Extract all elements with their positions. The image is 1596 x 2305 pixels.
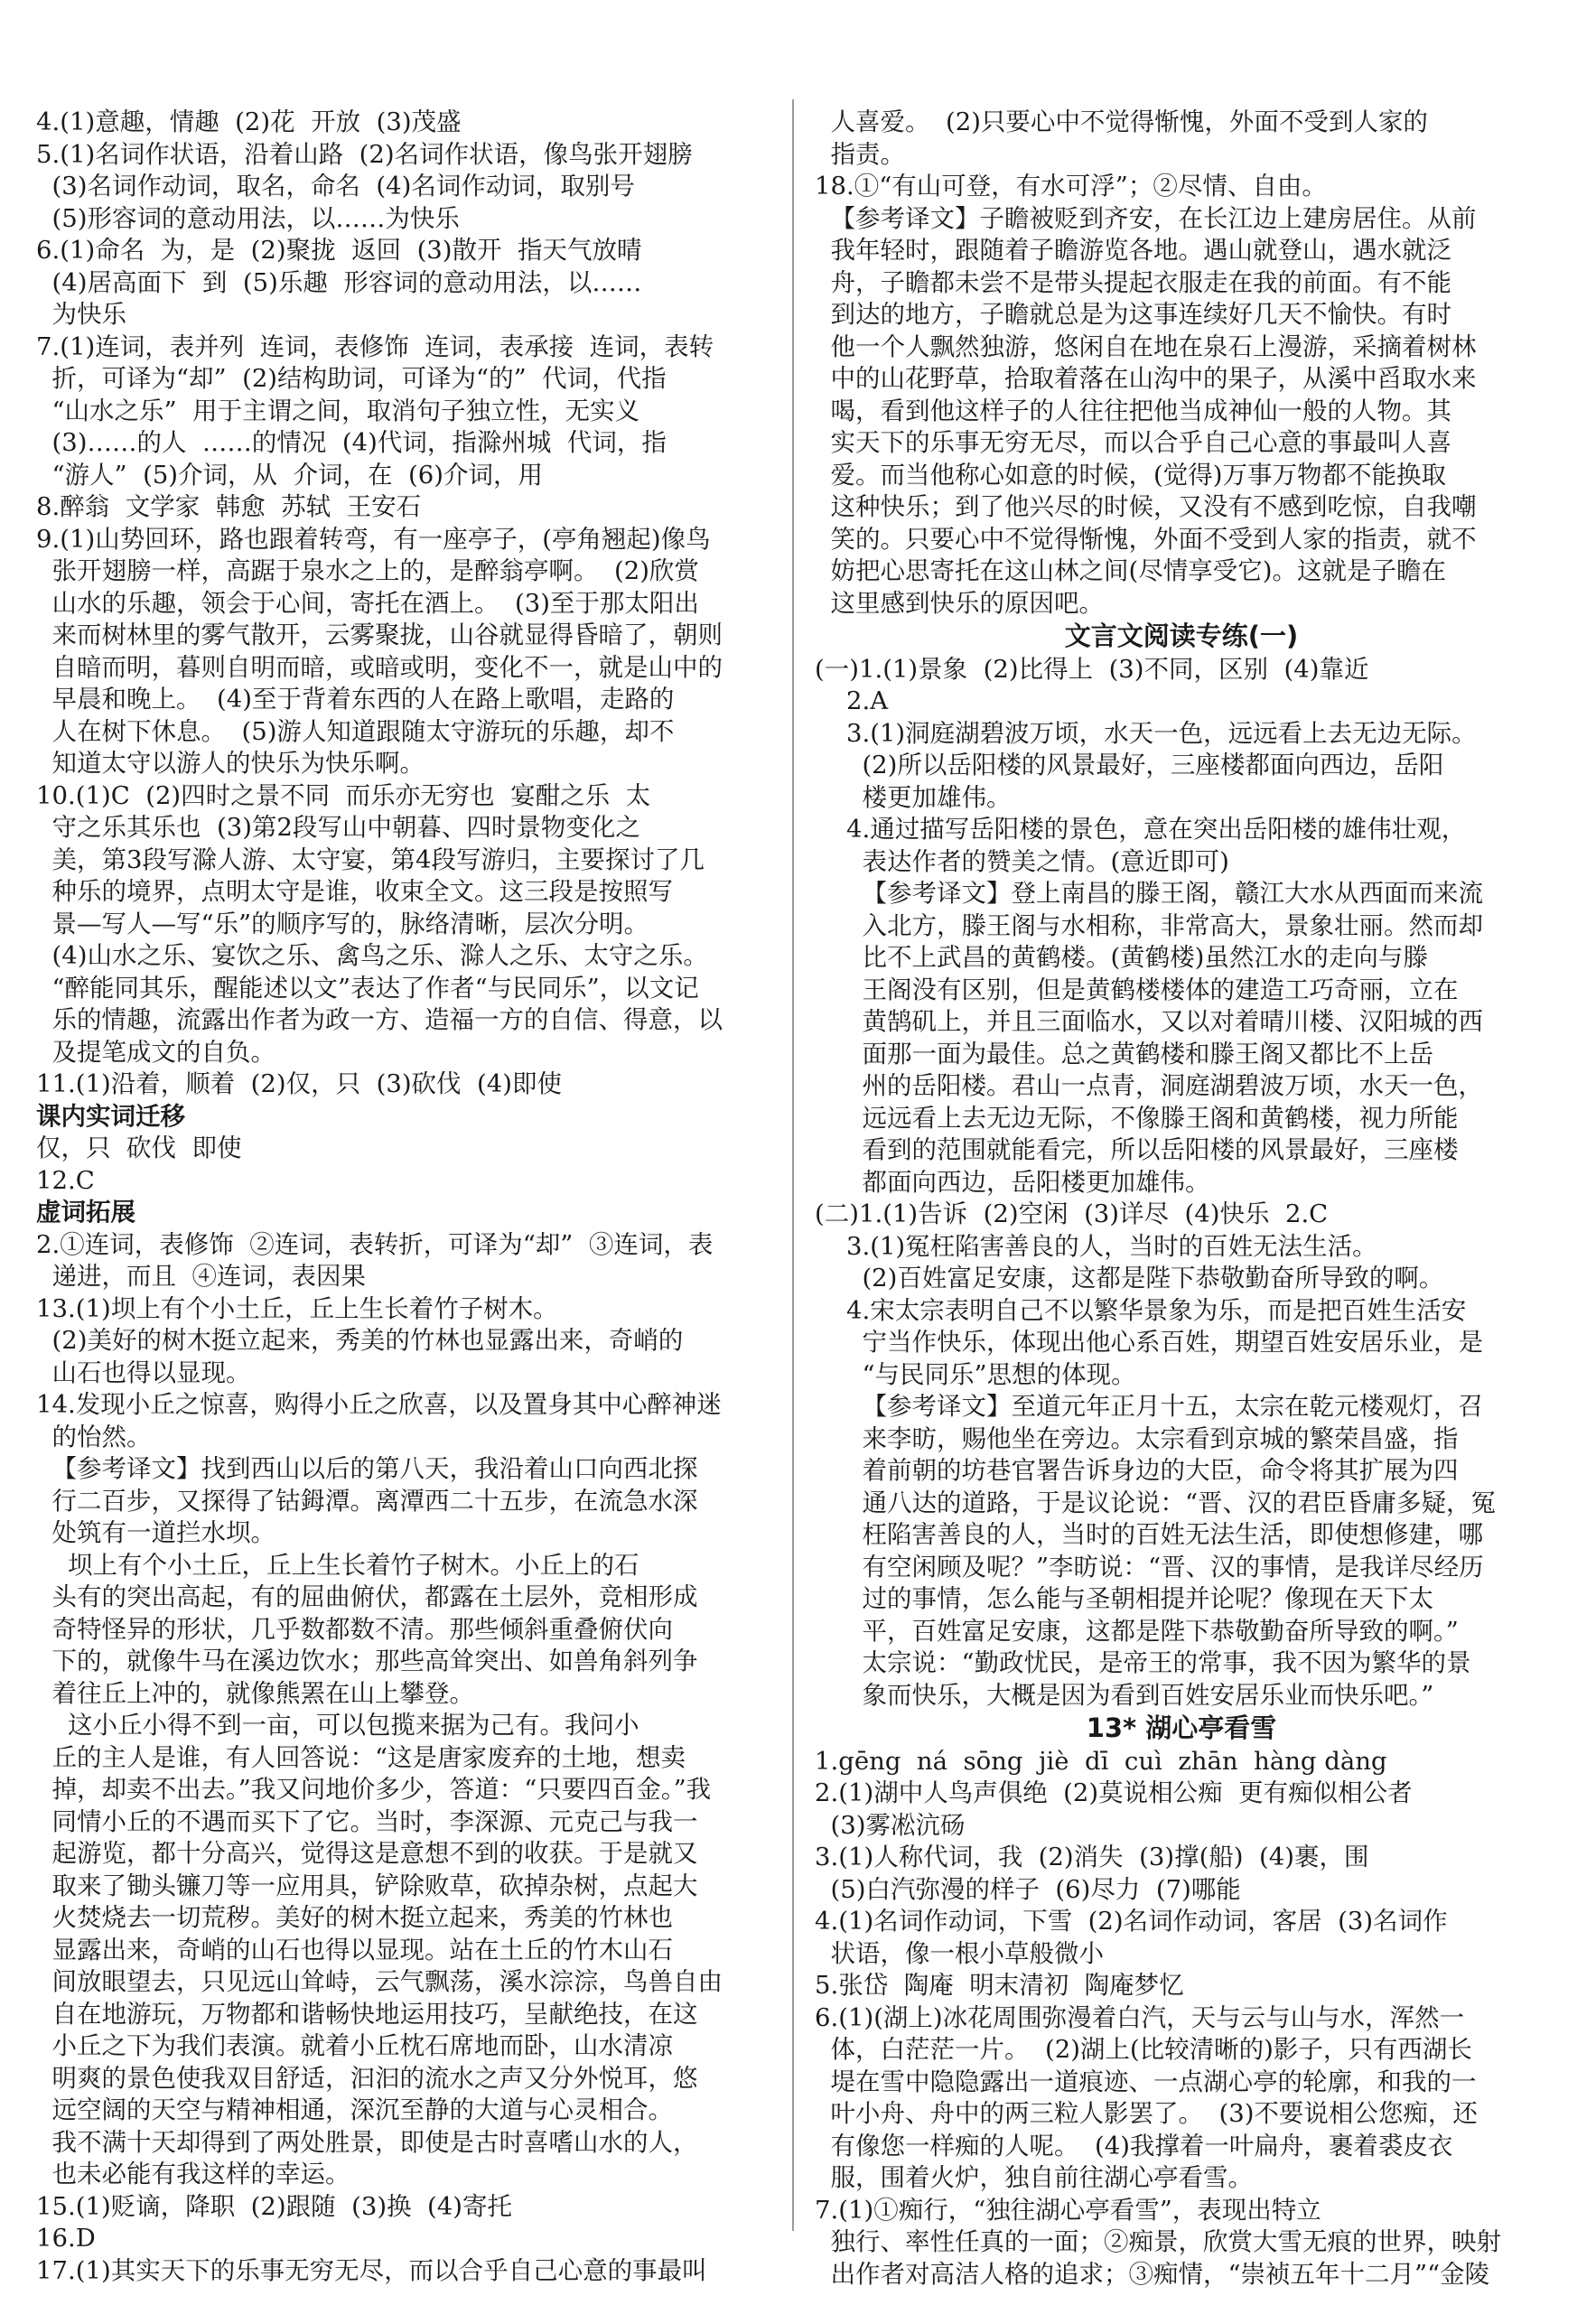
text-line: 仅，只 砍伐 即使 bbox=[36, 1134, 242, 1162]
column-divider bbox=[792, 99, 794, 2231]
text-line: 5.(1)名词作状语，沿着山路 (2)名词作状语，像鸟张开翅膀 bbox=[36, 139, 693, 169]
text-line: 下的，就像牛马在溪边饮水；那些高耸突出、如兽角斜列争 bbox=[36, 1647, 698, 1675]
text-line: 1.gēng ná sōng jiè dī cuì zhān hàng dàng bbox=[815, 1746, 1387, 1776]
text-line: 小丘之下为我们表演。就着小丘枕石席地而卧，山水清凉 bbox=[36, 2031, 673, 2060]
text-line: 这小丘小得不到一亩，可以包揽来据为己有。我问小 bbox=[36, 1711, 639, 1740]
text-line: 【参考译文】找到西山以后的第八天，我沿着山口向西北探 bbox=[36, 1454, 698, 1483]
text-line: 太宗说：“勤政忧民，是帝王的常事，我不因为繁华的景 bbox=[815, 1648, 1471, 1677]
right-column bbox=[815, 107, 1548, 2291]
text-line: “山水之乐” 用于主谓之间，取消句子独立性，无实义 bbox=[36, 396, 640, 425]
text-line: 宁当作快乐，体现出他心系百姓，期望百姓安居乐业，是 bbox=[815, 1328, 1483, 1357]
text-line: 表达作者的赞美之情。(意近即可) bbox=[815, 846, 1229, 876]
text-line: 喝，看到他这样子的人往往把他当成神仙一般的人物。其 bbox=[815, 396, 1451, 425]
right-block-2 bbox=[815, 654, 1548, 1712]
text-line: 种乐的境界，点明太守是谁，收束全文。这三段是按照写 bbox=[36, 877, 673, 906]
section-title-lesson-13: 13* 湖心亭看雪 bbox=[1086, 1712, 1277, 1743]
text-line: 自在地游玩，万物都和谐畅快地运用技巧，呈献绝技，在这 bbox=[36, 1999, 698, 2029]
text-line: 人在树下休息。 (5)游人知道跟随太守游玩的乐趣，却不 bbox=[36, 716, 675, 746]
text-line: (4)居高面下 到 (5)乐趣 形容词的意动用法，以…… bbox=[36, 267, 642, 297]
text-line: 取来了锄头镰刀等一应用具，铲除败草，砍掉杂树，点起大 bbox=[36, 1871, 698, 1900]
text-line: 为快乐 bbox=[36, 300, 126, 329]
text-line: 体，白茫茫一片。 (2)湖上(比较清晰的)影子，只有西湖长 bbox=[815, 2035, 1472, 2064]
text-line: 2.A bbox=[815, 686, 889, 715]
section-title-reading-practice: 文言文阅读专练(一) bbox=[1064, 621, 1299, 651]
text-line: (一)1.(1)景象 (2)比得上 (3)不同，区别 (4)靠近 bbox=[815, 654, 1369, 684]
text-line: 中的山花野草，拾取着落在山沟中的果子，从溪中舀取水来 bbox=[815, 364, 1477, 393]
text-line: 17.(1)其实天下的乐事无穷无尽，而以合乎自己心意的事最叫 bbox=[36, 2255, 707, 2285]
text-line: “游人” (5)介词，从 介词，在 (6)介词，用 bbox=[36, 460, 543, 490]
text-line: 美，第3段写滁人游、太守宴，第4段写游归，主要探讨了几 bbox=[36, 845, 705, 874]
text-line: 远空阔的天空与精神相通，深沉至静的大道与心灵相合。 bbox=[36, 2095, 673, 2124]
right-block-1 bbox=[815, 107, 1548, 620]
text-line: 3.(1)人称代词，我 (2)消失 (3)撑(船) (4)裹，围 bbox=[815, 1843, 1369, 1871]
text-line: 早晨和晚上。 (4)至于背着东西的人在路上歌唱，走路的 bbox=[36, 685, 675, 714]
text-line: 10.(1)C (2)四时之景不同 而乐亦无穷也 宴酣之乐 太 bbox=[36, 780, 651, 810]
text-line: 叶小舟、舟中的两三粒人影罢了。 (3)不要说相公您痴，还 bbox=[815, 2099, 1478, 2128]
text-line: 守之乐其乐也 (3)第2段写山中朝暮、四时景物变化之 bbox=[36, 813, 640, 842]
text-line: (3)雾凇沆砀 bbox=[815, 1810, 966, 1840]
text-line: 舟，子瞻都未尝不是带头提起衣服走在我的前面。有不能 bbox=[815, 267, 1451, 297]
text-line: 12.C bbox=[36, 1165, 95, 1195]
right-block-3 bbox=[815, 1746, 1548, 2291]
text-line: (3)名词作动词，取名，命名 (4)名词作动词，取别号 bbox=[36, 172, 635, 201]
text-line: 头有的突出高起，有的屈曲俯伏，都露在土层外，竞相形成 bbox=[36, 1582, 698, 1611]
text-line: 递进，而且 ④连词，表因果 bbox=[36, 1262, 366, 1291]
text-line: 枉陷害善良的人，当时的百姓无法生活，即使想修建，哪 bbox=[815, 1520, 1483, 1549]
text-line: 有像您一样痴的人呢。 (4)我撑着一叶扁舟，裹着裘皮衣 bbox=[815, 2131, 1453, 2160]
text-line: 这里感到快乐的原因吧。 bbox=[815, 588, 1104, 618]
left-column bbox=[36, 107, 770, 2287]
text-line: (5)白汽弥漫的样子 (6)尽力 (7)哪能 bbox=[815, 1874, 1241, 1904]
text-line: 4.(1)名词作动词，下雪 (2)名词作动词，客居 (3)名词作 bbox=[815, 1907, 1448, 1936]
text-line: 出作者对高洁人格的追求；③痴情，“崇祯五年十二月”“金陵 bbox=[815, 2259, 1490, 2289]
text-line: 过的事情，怎么能与圣朝相提并论呢？像现在天下太 bbox=[815, 1584, 1433, 1613]
text-line: 虚词拓展 bbox=[36, 1198, 135, 1227]
text-line: 王阁没有区别，但是黄鹤楼楼体的建造工巧奇丽，立在 bbox=[815, 975, 1459, 1004]
text-line: 象而快乐，大概是因为看到百姓安居乐业而快乐吧。” bbox=[815, 1680, 1434, 1710]
text-line: 我不满十天却得到了两处胜景，即使是古时喜嗜山水的人， bbox=[36, 2127, 698, 2157]
text-line: 状语，像一根小草般微小 bbox=[815, 1938, 1104, 1968]
text-line: 显露出来，奇峭的山石也得以显现。站在土丘的竹木山石 bbox=[36, 1935, 673, 1964]
text-line: 6.(1)命名 为，是 (2)聚拢 返回 (3)散开 指天气放晴 bbox=[36, 236, 642, 265]
text-line: (3)……的人 ……的情况 (4)代词，指滁州城 代词，指 bbox=[36, 428, 667, 457]
text-line: 到达的地方，子瞻就总是为这事连续好几天不愉快。有时 bbox=[815, 300, 1451, 329]
text-line: 他一个人飘然独游，悠闲自在地在泉石上漫游，采摘着树林 bbox=[815, 331, 1477, 361]
text-line: 14.发现小丘之惊喜，购得小丘之欣喜，以及置身其中心醉神迷 bbox=[36, 1390, 722, 1419]
text-line: 看到的范围就能看完，所以岳阳楼的风景最好，三座楼 bbox=[815, 1135, 1459, 1164]
text-line: 州的岳阳楼。君山一点青，洞庭湖碧波万顷，水天一色， bbox=[815, 1071, 1483, 1100]
text-line: 平，百姓富足安康，这都是陛下恭敬勤奋所导致的啊。” bbox=[815, 1616, 1459, 1646]
text-line: 的怡然。 bbox=[36, 1422, 152, 1451]
text-line: “与民同乐”思想的体现。 bbox=[815, 1359, 1136, 1389]
text-line: 火焚烧去一切荒秽。美好的树木挺立起来，秀美的竹林也 bbox=[36, 1903, 673, 1932]
text-line: 通八达的道路，于是议论说：“晋、汉的君臣昏庸多疑，冤 bbox=[815, 1488, 1497, 1517]
text-line: (2)所以岳阳楼的风景最好，三座楼都面向西边，岳阳 bbox=[815, 751, 1444, 779]
text-line: 景—写人—写“乐”的顺序写的，脉络清晰，层次分明。 bbox=[36, 909, 649, 938]
text-line: 间放眼望去，只见远山耸峙，云气飘荡，溪水淙淙，鸟兽自由 bbox=[36, 1967, 723, 1996]
text-line: 山水的乐趣，领会于心间，寄托在酒上。 (3)至于那太阳出 bbox=[36, 588, 699, 618]
text-line: 4.通过描写岳阳楼的景色，意在突出岳阳楼的雄伟壮观， bbox=[815, 815, 1467, 844]
text-line: 7.(1)连词，表并列 连词，表修饰 连词，表承接 连词，表转 bbox=[36, 331, 714, 361]
text-line: 独行、率性任真的一面；②痴景，欣赏大雪无痕的世界，映射 bbox=[815, 2227, 1501, 2256]
text-line: 2.①连词，表修饰 ②连词，表转折，可译为“却” ③连词，表 bbox=[36, 1229, 714, 1259]
text-line: 这种快乐；到了他兴尽的时候，又没有不感到吃惊，自我嘲 bbox=[815, 492, 1477, 521]
text-line: 【参考译文】子瞻被贬到齐安，在长江边上建房居住。从前 bbox=[815, 203, 1477, 233]
text-line: 课内实词迁移 bbox=[36, 1101, 185, 1131]
text-line: 着往丘上冲的，就像熊罴在山上攀登。 bbox=[36, 1678, 474, 1708]
text-line: 人喜爱。 (2)只要心中不觉得惭愧，外面不受到人家的 bbox=[815, 107, 1428, 136]
text-line: 6.(1)(湖上)冰花周围弥漫着白汽，天与云与山与水，浑然一 bbox=[815, 2002, 1465, 2032]
text-line: 堤在雪中隐隐露出一道痕迹、一点湖心亭的轮廓，和我的一 bbox=[815, 2067, 1477, 2096]
text-line: 远远看上去无边无际，不像滕王阁和黄鹤楼，视力所能 bbox=[815, 1103, 1459, 1133]
text-line: 来李昉，赐他坐在旁边。太宗看到京城的繁荣昌盛，指 bbox=[815, 1423, 1459, 1453]
text-line: 实天下的乐事无穷无尽，而以合乎自己心意的事最叫人喜 bbox=[815, 428, 1451, 457]
text-line: 11.(1)沿着，顺着 (2)仅，只 (3)砍伐 (4)即使 bbox=[36, 1069, 562, 1098]
text-line: 自暗而明，暮则自明而暗，或暗或明，变化不一，就是山中的 bbox=[36, 652, 723, 682]
text-line: 4.宋太宗表明自己不以繁华景象为乐，而是把百姓生活安 bbox=[815, 1295, 1467, 1325]
text-line: 知道太守以游人的快乐为快乐啊。 bbox=[36, 749, 425, 778]
text-line: 8.醉翁 文学家 韩愈 苏轼 王安石 bbox=[36, 492, 422, 521]
text-line: “醉能同其乐，醒能述以文”表达了作者“与民同乐”，以文记 bbox=[36, 973, 699, 1003]
text-line: (二)1.(1)告诉 (2)空闲 (3)详尽 (4)快乐 2.C bbox=[815, 1199, 1329, 1228]
text-line: (2)百姓富足安康，这都是陛下恭敬勤奋所导致的啊。 bbox=[815, 1264, 1444, 1292]
text-line: 来而树林里的雾气散开，云雾聚拢，山谷就显得昏暗了，朝则 bbox=[36, 621, 723, 649]
text-line: 着前朝的坊巷官署告诉身边的大臣，命令将其扩展为四 bbox=[815, 1456, 1459, 1485]
text-line: 15.(1)贬谪，降职 (2)跟随 (3)换 (4)寄托 bbox=[36, 2191, 512, 2221]
text-line: (5)形容词的意动用法，以……为快乐 bbox=[36, 203, 460, 233]
text-line: 山石也得以显现。 bbox=[36, 1358, 251, 1387]
text-line: 3.(1)洞庭湖碧波万顷，水天一色，远远看上去无边无际。 bbox=[815, 718, 1477, 748]
text-line: 乐的情趣，流露出作者为政一方、造福一方的自信、得意，以 bbox=[36, 1005, 723, 1034]
text-line: 18.①“有山可登，有水可浮”；②尽情、自由。 bbox=[815, 172, 1327, 201]
text-line: 指责。 bbox=[815, 139, 905, 169]
text-line: 坝上有个小土丘，丘上生长着竹子树木。小丘上的石 bbox=[36, 1550, 639, 1580]
text-line: 及提笔成文的自负。 bbox=[36, 1037, 275, 1067]
text-line: 爱。而当他称心如意的时候，(觉得)万事万物都不能换取 bbox=[815, 460, 1446, 490]
text-line: 9.(1)山势回环，路也跟着转弯，有一座亭子，(亭角翘起)像鸟 bbox=[36, 524, 711, 554]
text-line: 都面向西边，岳阳楼更加雄伟。 bbox=[815, 1167, 1210, 1197]
text-line: 奇特怪异的形状，几乎数都数不清。那些倾斜重叠俯伏向 bbox=[36, 1614, 673, 1644]
text-line: 也未必能有我这样的幸运。 bbox=[36, 2160, 350, 2188]
text-line: 13.(1)坝上有个小土丘，丘上生长着竹子树木。 bbox=[36, 1293, 558, 1323]
text-line: 我年轻时，跟随着子瞻游览各地。遇山就登山，遇水就泛 bbox=[815, 236, 1451, 265]
text-line: 笑的。只要心中不觉得惭愧，外面不受到人家的指责，就不 bbox=[815, 524, 1477, 554]
text-line: 同情小丘的不遇而买下了它。当时，李深源、元克己与我一 bbox=[36, 1806, 698, 1836]
text-line: 比不上武昌的黄鹤楼。(黄鹤楼)虽然江水的走向与滕 bbox=[815, 943, 1428, 972]
text-line: 掉，却卖不出去。”我又问地价多少，答道：“只要四百金。”我 bbox=[36, 1775, 712, 1804]
text-line: 行二百步，又探得了钴鉧潭。离潭西二十五步，在流急水深 bbox=[36, 1486, 698, 1516]
text-line: 服，围着火炉，独自前往湖心亭看雪。 bbox=[815, 2163, 1253, 2192]
text-line: 面那一面为最佳。总之黄鹤楼和滕王阁又都比不上岳 bbox=[815, 1039, 1433, 1069]
text-line: 5.张岱 陶庵 明末清初 陶庵梦忆 bbox=[815, 1971, 1184, 2000]
text-line: 处筑有一道拦水坝。 bbox=[36, 1518, 275, 1547]
text-line: 3.(1)冤枉陷害善良的人，当时的百姓无法生活。 bbox=[815, 1231, 1377, 1261]
text-line: 楼更加雄伟。 bbox=[815, 782, 1012, 812]
text-line: 有空闲顾及呢？”李昉说：“晋、汉的事情，是我详尽经历 bbox=[815, 1552, 1484, 1582]
text-line: 4.(1)意趣，情趣 (2)花 开放 (3)茂盛 bbox=[36, 107, 462, 136]
text-line: 16.D bbox=[36, 2224, 96, 2253]
text-line: 【参考译文】登上南昌的滕王阁，赣江大水从西面而来流 bbox=[815, 879, 1483, 908]
text-line: 折，可译为“却” (2)结构助词，可译为“的” 代词，代指 bbox=[36, 364, 667, 393]
text-line: 明爽的景色使我双目舒适，汩汩的流水之声又分外悦耳，悠 bbox=[36, 2063, 698, 2093]
text-line: 起游览，都十分高兴，觉得这是意想不到的收获。于是就又 bbox=[36, 1839, 698, 1868]
text-line: 张开翅膀一样，高踞于泉水之上的，是醉翁亭啊。 (2)欣赏 bbox=[36, 556, 699, 585]
text-line: 入北方，滕王阁与水相称，非常高大，景象壮丽。然而却 bbox=[815, 910, 1483, 940]
text-line: 【参考译文】至道元年正月十五，太宗在乾元楼观灯，召 bbox=[815, 1392, 1483, 1421]
text-line: 黄鹄矶上，并且三面临水，又以对着晴川楼、汉阳城的西 bbox=[815, 1007, 1483, 1036]
text-line: (2)美好的树木挺立起来，秀美的竹林也显露出来，奇峭的 bbox=[36, 1326, 684, 1355]
text-line: 2.(1)湖中人鸟声俱绝 (2)莫说相公痴 更有痴似相公者 bbox=[815, 1778, 1413, 1807]
text-line: 7.(1)①痴行，“独往湖心亭看雪”，表现出特立 bbox=[815, 2195, 1321, 2225]
text-line: (4)山水之乐、宴饮之乐、禽鸟之乐、滁人之乐、太守之乐。 bbox=[36, 941, 708, 970]
text-line: 丘的主人是谁，有人回答说：“这是唐家废弃的土地，想卖 bbox=[36, 1742, 686, 1772]
text-line: 妨把心思寄托在这山林之间(尽情享受它)。这就是子瞻在 bbox=[815, 556, 1446, 585]
